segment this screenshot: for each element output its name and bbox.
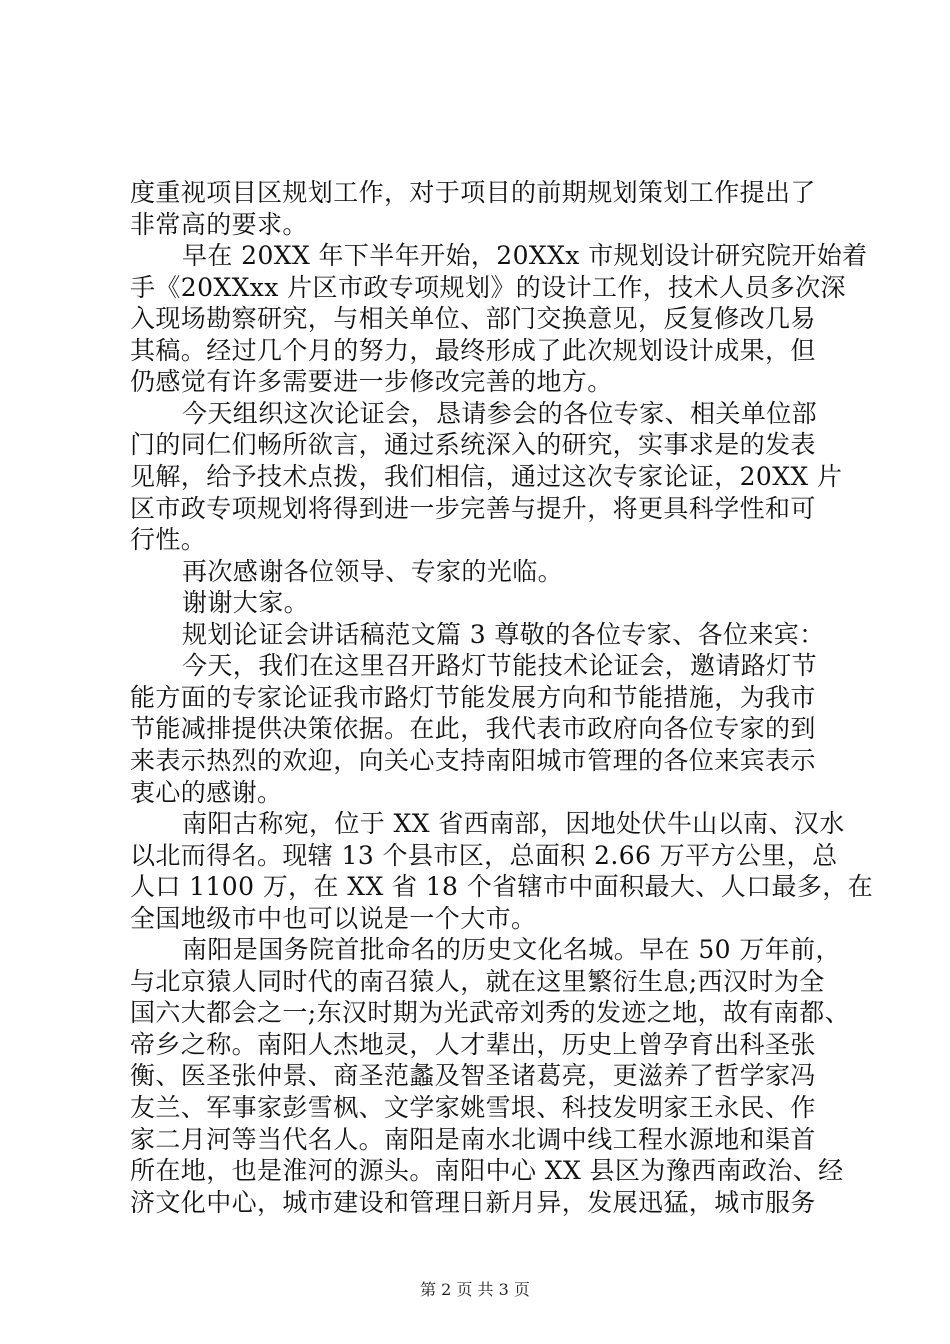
text-line: 门的同仁们畅所欲言，通过系统深入的研究，实事求是的发表	[130, 430, 816, 460]
paragraph-first-line: 今天，我们在这里召开路灯节能技术论证会，邀请路灯节	[182, 651, 818, 681]
text-line: 以北而得名。现辖 13 个县市区，总面积 2.66 万平方公里，总	[130, 840, 838, 870]
text-line: 所在地，也是淮河的源头。南阳中心 XX 县区为豫西南政治、经	[130, 1156, 844, 1186]
paragraph-first-line: 南阳古称宛，位于 XX 省西南部，因地处伏牛山以南、汉水	[182, 809, 845, 838]
text-line: 行性。	[130, 525, 207, 554]
text-line: 来表示热烈的欢迎，向关心支持南阳城市管理的各位来宾表示	[130, 745, 816, 775]
paragraph-first-line: 再次感谢各位领导、专家的光临。	[182, 556, 564, 586]
text-line: 非常高的要求。	[130, 209, 308, 239]
text-line: 能方面的专家论证我市路灯节能发展方向和节能措施，为我市	[130, 682, 816, 712]
text-line: 国六大都会之一;东汉时期为光武帝刘秀的发迹之地，故有南都、	[130, 998, 851, 1028]
text-line: 度重视项目区规划工作，对于项目的前期规划策划工作提出了	[130, 178, 816, 207]
paragraph-first-line: 规划论证会讲话稿范文篇 3 尊敬的各位专家、各位来宾：	[182, 619, 825, 649]
text-line: 济文化中心，城市建设和管理日新月异，发展迅猛，城市服务	[130, 1187, 816, 1217]
text-line: 仍感觉有许多需要进一步修改完善的地方。	[130, 367, 613, 397]
text-line: 手《20XXxx 片区市政专项规划》的设计工作，技术人员多次深	[130, 272, 846, 302]
text-line: 家二月河等当代名人。南阳是南水北调中线工程水源地和渠首	[130, 1124, 816, 1154]
text-line: 节能减排提供决策依据。在此，我代表市政府向各位专家的到	[130, 714, 816, 744]
paragraph-first-line: 今天组织这次论证会，恳请参会的各位专家、相关单位部	[182, 398, 818, 428]
text-line: 区市政专项规划将得到进一步完善与提升，将更具科学性和可	[130, 493, 816, 523]
text-line: 与北京猿人同时代的南召猿人，就在这里繁衍生息;西汉时为全	[130, 966, 825, 996]
text-line: 人口 1100 万，在 XX 省 18 个省辖市中面积最大、人口最多，在	[130, 872, 874, 902]
text-line: 全国地级市中也可以说是一个大市。	[130, 903, 537, 933]
text-line: 其稿。经过几个月的努力，最终形成了此次规划设计成果，但	[130, 335, 816, 365]
paragraph-first-line: 谢谢大家。	[182, 588, 310, 618]
paragraph-first-line: 早在 20XX 年下半年开始，20XXx 市规划设计研究院开始着	[182, 241, 868, 271]
text-line: 帝乡之称。南阳人杰地灵，人才辈出，历史上曾孕育出科圣张	[130, 1029, 816, 1059]
text-line: 入现场勘察研究，与相关单位、部门交换意见，反复修改几易	[130, 304, 816, 334]
text-line: 见解，给予技术点拨，我们相信，通过这次专家论证，20XX 片	[130, 461, 843, 491]
text-line: 友兰、军事家彭雪枫、文学家姚雪垠、科技发明家王永民、作	[130, 1093, 816, 1122]
page-footer: 第 2 页 共 3 页	[420, 1280, 530, 1299]
paragraph-first-line: 南阳是国务院首批命名的历史文化名城。早在 50 万年前，	[182, 935, 841, 965]
text-line: 衷心的感谢。	[130, 777, 283, 807]
text-line: 衡、医圣张仲景、商圣范蠡及智圣诸葛亮，更滋养了哲学家冯	[130, 1061, 816, 1091]
